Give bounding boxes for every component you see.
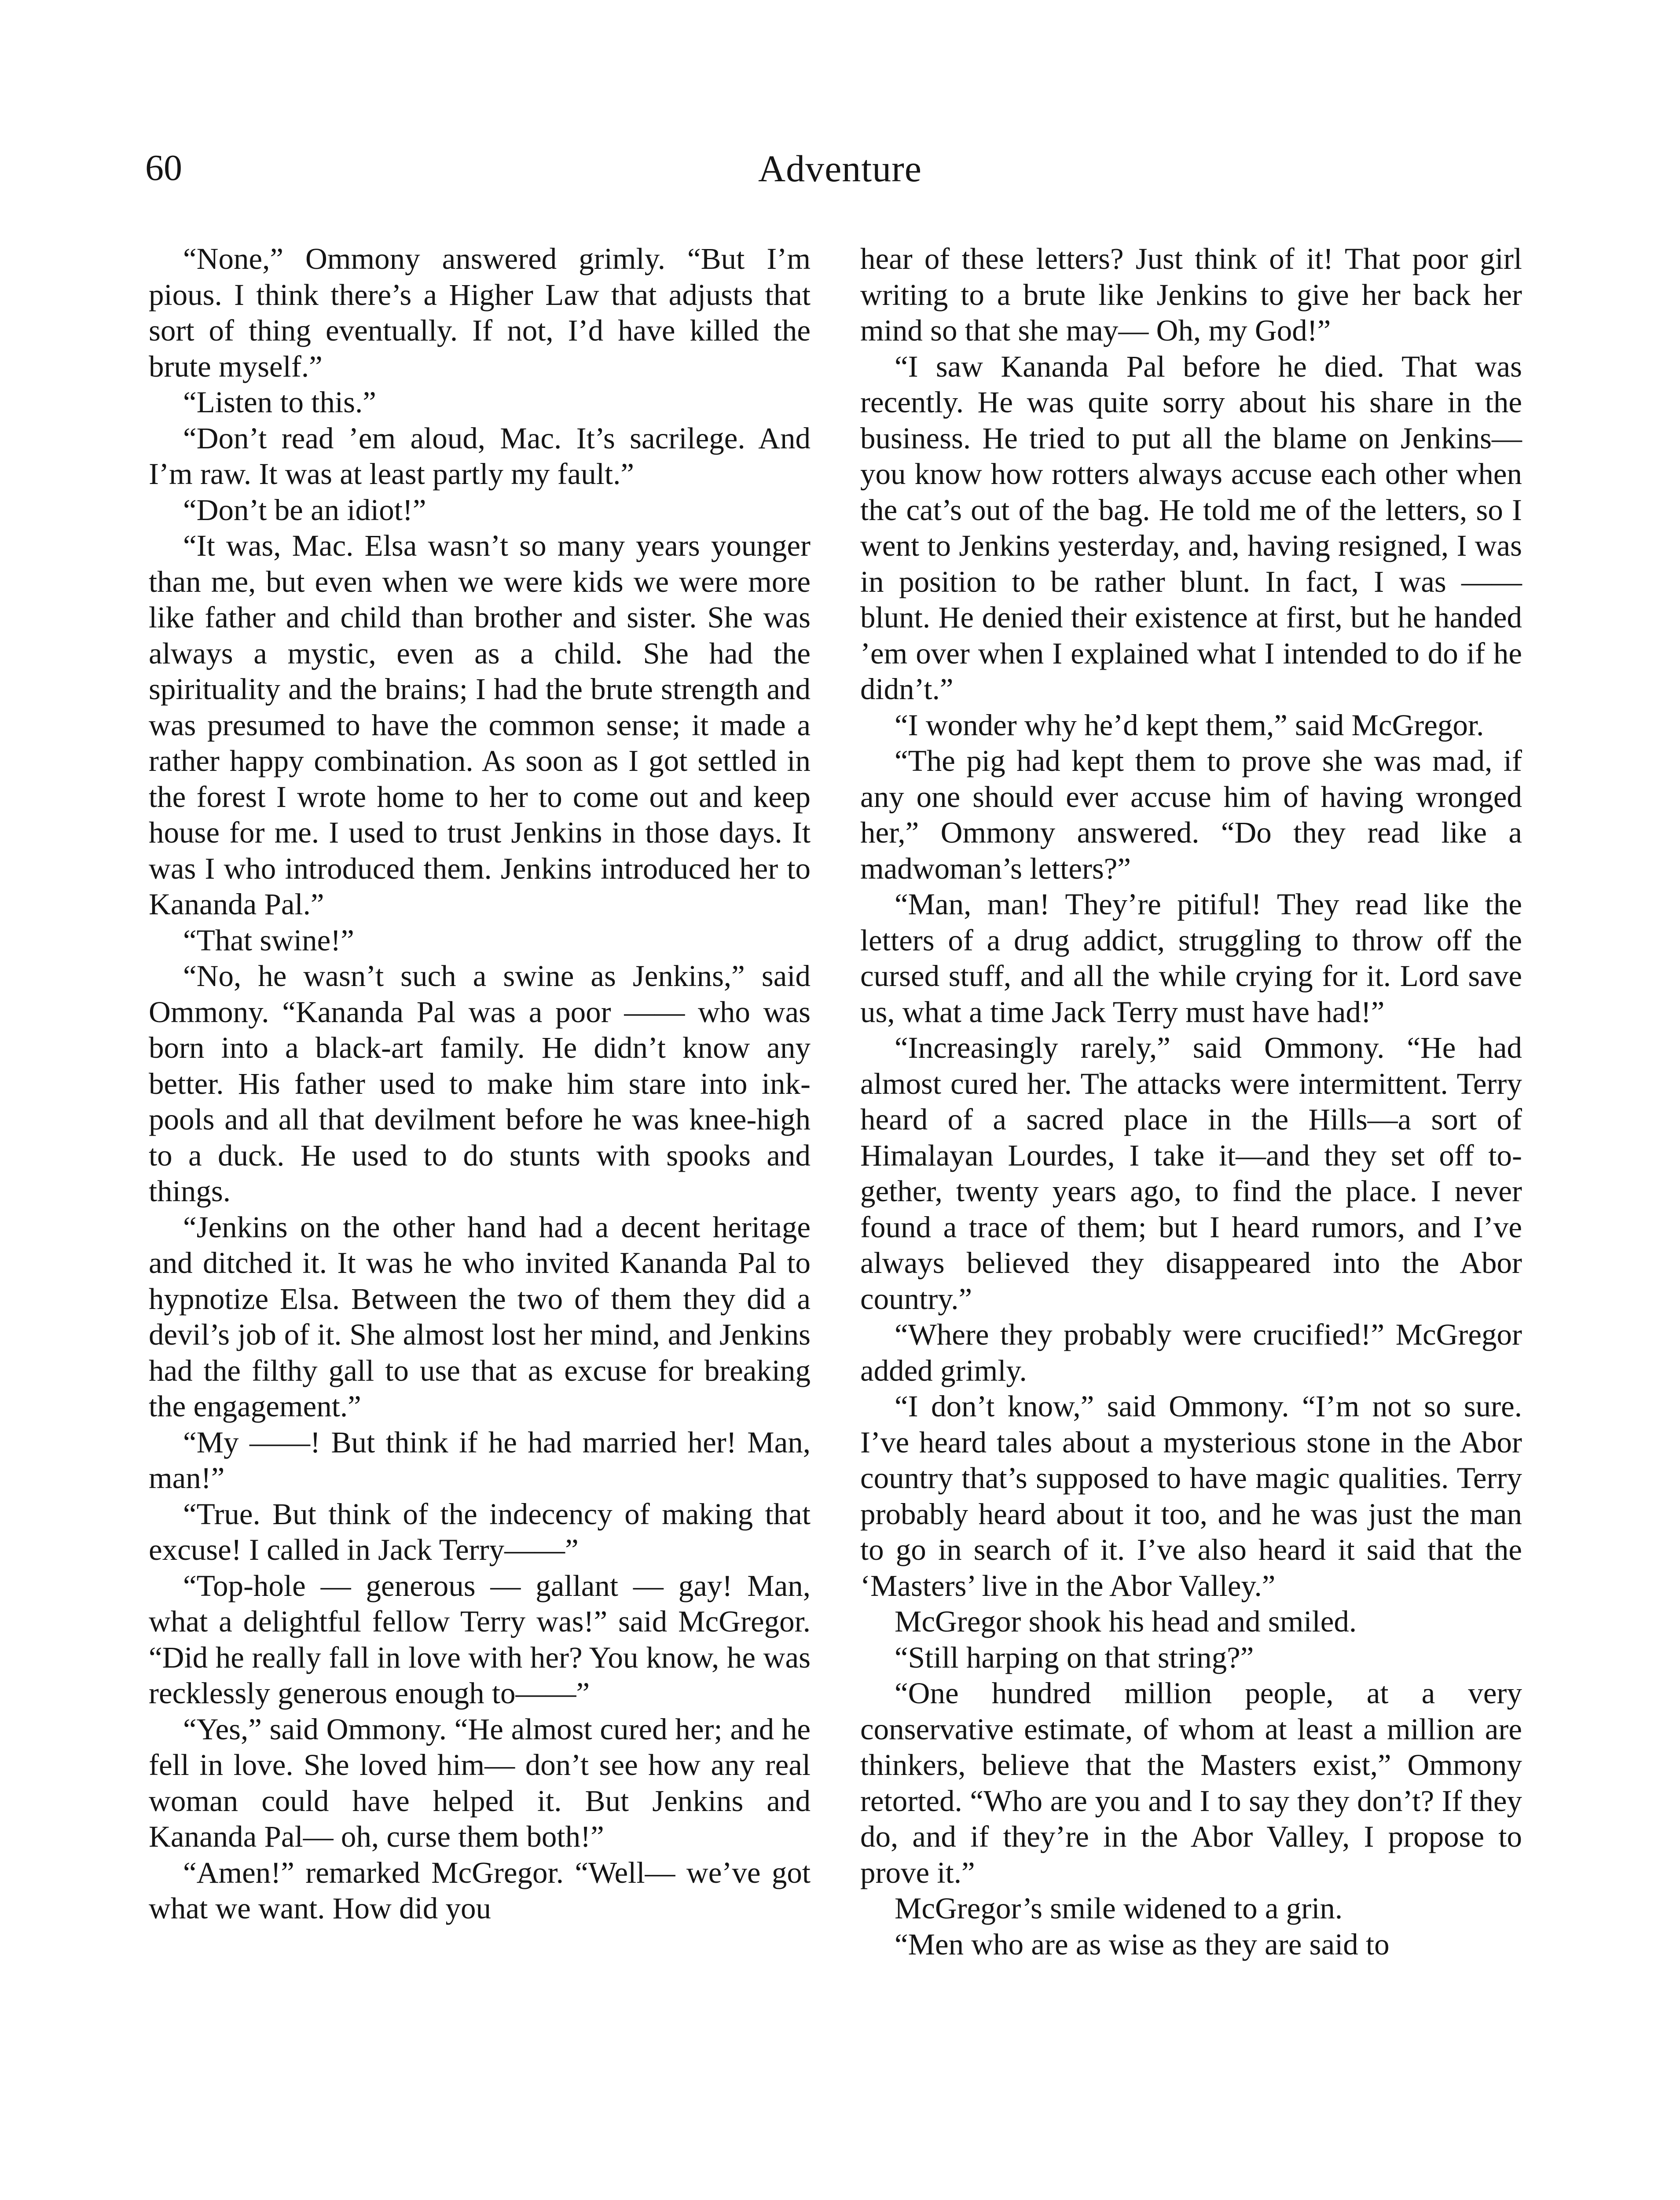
paragraph: “I don’t know,” said Ommony. “I’m not so sure. I’ve heard tales about a mysterious stone in the Abor country that’s supposed to have magic qualities. Terry probably heard about it too, and he was just the man to go in search of it. I’ve also heard it said that the ‘Masters’ live in the Abor Valley.”: [860, 1390, 1522, 1602]
paragraph: McGregor’s smile widened to a grin.: [895, 1892, 1343, 1925]
paragraph: “True. But think of the indecency of making that excuse! I called in Jack Terry——”: [149, 1497, 811, 1566]
paragraph: “Jenkins on the other hand had a decent heritage and ditched it. It was he who invited Kananda Pal to hypnotize Elsa. Between the two of them they did a devil’s job of it. She almost lost her mind, and Jenkins had the filthy gall to use that as excuse for breaking the engagement.”: [149, 1210, 811, 1423]
paragraph: “Man, man! They’re pitiful! They read like the letters of a drug addict, struggling to throw off the cursed stuff, and all the while crying for it. Lord save us, what a time Jack Terry must have had!”: [860, 887, 1522, 1029]
paragraph: “Don’t read ’em aloud, Mac. It’s sacrilege. And I’m raw. It was at least partly my fault.”: [149, 421, 811, 491]
paragraph: “One hundred million people, at a very conservative estimate, of whom at least a million are thinkers, believe that the Masters exist,” Ommony retorted. “Who are you and I to say they don’t? If they do, and if they’re in the Abor Valley, I propose to prove it.”: [860, 1676, 1522, 1889]
paragraph: “Still harping on that string?”: [895, 1640, 1254, 1674]
text-column-left: [149, 241, 811, 1927]
paragraph: “Top-hole — generous — gallant — gay! Man, what a delightful fellow Terry was!” said McGregor. “Did he really fall in love with her? You know, he was recklessly generous enough to——”: [149, 1569, 811, 1710]
paragraph: “Listen to this.”: [183, 385, 376, 419]
paragraph: “Amen!” remarked McGregor. “Well— we’ve got what we want. How did you: [149, 1855, 811, 1925]
running-title: Adventure: [758, 147, 922, 190]
paragraph: “Don’t be an idiot!”: [183, 493, 426, 527]
paragraph: “I saw Kananda Pal before he died. That was recently. He was quite sorry about his share in the business. He tried to put all the blame on Jenkins—you know how rotters always accuse each other when the cat’s out of the bag. He told me of the letters, so I went to Jenkins yesterday, and, having resigned, I was in position to be rather blunt. In fact, I was —— blunt. He denied their existence at first, but he handed ’em over when I explained what I intended to do if he didn’t.”: [860, 349, 1522, 706]
paragraph: “That swine!”: [183, 923, 354, 957]
paragraph: “Men who are as wise as they are said to: [895, 1927, 1390, 1961]
paragraph: McGregor shook his head and smiled.: [895, 1605, 1357, 1638]
paragraph: “None,” Ommony answered grimly. “But I’m pious. I think there’s a Higher Law that adjusts that sort of thing eventually. If not, I’d have killed the brute myself.”: [149, 242, 811, 383]
text-column-right: [860, 241, 1522, 1962]
paragraph: “Where they probably were crucified!” McGregor added grimly.: [860, 1318, 1522, 1387]
paragraph: “I wonder why he’d kept them,” said McGregor.: [895, 708, 1484, 742]
paragraph: “It was, Mac. Elsa wasn’t so many years younger than me, but even when we were kids we were more like father and child than brother and sister. She was always a mystic, even as a child. She had the spirituality and the brains; I had the brute strength and was presumed to have the common sense; it made a rather happy combination. As soon as I got settled in the forest I wrote home to her to come out and keep house for me. I used to trust Jenkins in those days. It was I who introduced them. Jenkins introduced her to Kananda Pal.”: [149, 529, 811, 921]
paragraph-continued: hear of these letters? Just think of it! That poor girl writing to a brute like Jenkins to give her back her mind so that she may— Oh, my God!”: [860, 242, 1522, 347]
paragraph: “Yes,” said Ommony. “He almost cured her; and he fell in love. She loved him— don’t see how any real woman could have helped it. But Jenkins and Kananda Pal— oh, curse them both!”: [149, 1712, 811, 1853]
page-number: 60: [145, 147, 182, 188]
paragraph: “My ——! But think if he had married her! Man, man!”: [149, 1425, 811, 1495]
paragraph: “Increasingly rarely,” said Ommony. “He had almost cured her. The attacks were intermittent. Terry heard of a sacred place in the Hills—a sort of Himalayan Lourdes, I take it—and they set off together, twenty years ago, to find the place. I never found a trace of them; but I heard rumors, and I’ve always believed they disappeared into the Abor country.”: [860, 1031, 1522, 1316]
paragraph: “The pig had kept them to prove she was mad, if any one should ever accuse him of having wronged her,” Ommony answered. “Do they read like a madwoman’s letters?”: [860, 744, 1522, 885]
paragraph: “No, he wasn’t such a swine as Jenkins,” said Ommony. “Kananda Pal was a poor —— who was born into a black-art family. He didn’t know any better. His father used to make him stare into ink-pools and all that devilment before he was knee-high to a duck. He used to do stunts with spooks and things.: [149, 959, 811, 1208]
